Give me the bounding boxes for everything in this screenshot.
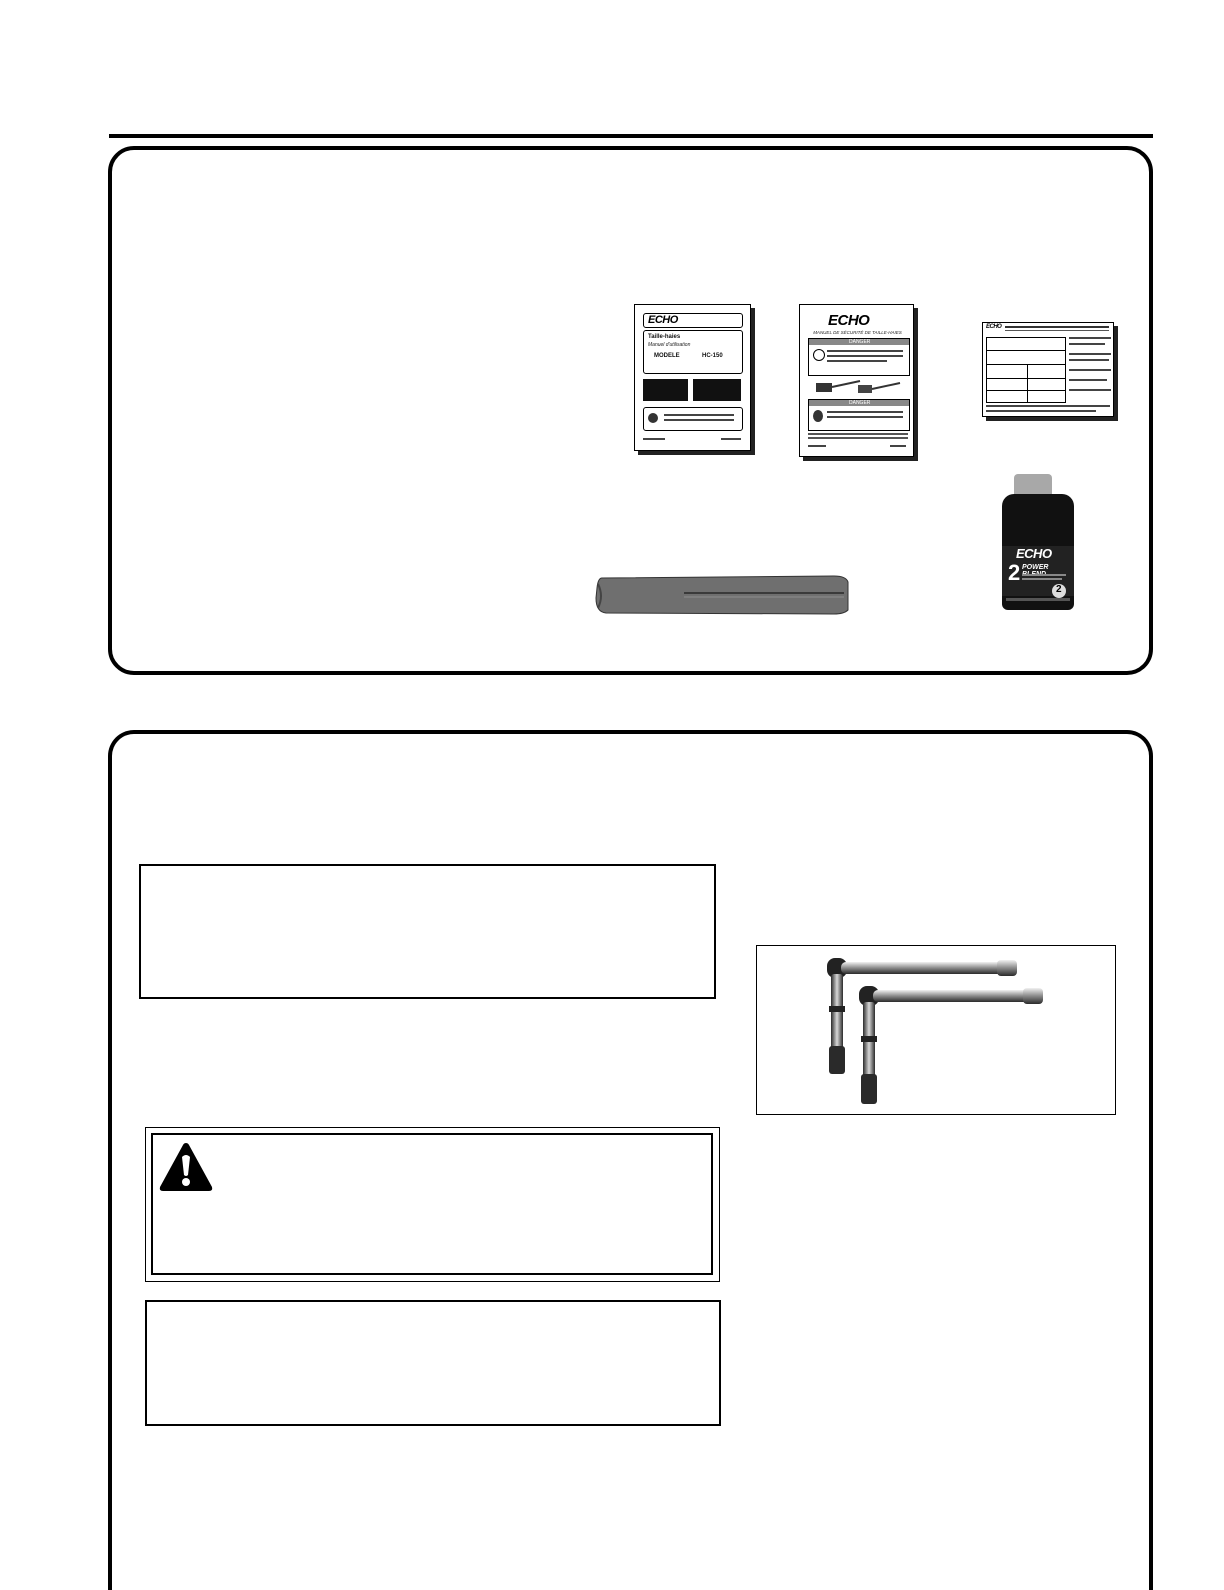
doc1-model-label: MODELE [654,353,680,359]
hedge-trimmer-illustration [812,375,904,397]
caution-box [145,1300,721,1426]
oil-brand: ECHO [1016,546,1052,561]
warranty-card-image [982,322,1114,417]
warning-box-inner [151,1133,713,1275]
operators-manual-image [634,304,751,451]
oil-mix: 2 [1056,584,1062,595]
oil-stroke: 2 [1008,560,1021,585]
tools-photo [756,945,1116,1115]
note-box [139,864,716,999]
doc1-title: Taille-haies [648,334,681,340]
header-rule [109,134,1153,138]
safety-manual-image [799,304,914,457]
doc3-brand: ECHO [986,324,1002,330]
doc1-brand: ECHO [648,314,678,326]
doc1-subtitle: Manuel d'utilisation [648,342,691,348]
oil-product: POWER [1022,564,1049,571]
wrench-tools-illustration [757,946,1115,1114]
oil-bottle-image [1002,474,1074,610]
doc2-danger-label-2: DANGER [849,400,871,406]
doc2-title: MANUEL DE SÉCURITÉ DE TAILLE-HAIES [813,330,902,335]
doc2-brand: ECHO [828,312,870,329]
doc1-model-value: HC-150 [702,353,723,359]
doc2-danger-label-1: DANGER [849,339,871,345]
scabbard-image [594,572,852,616]
warning-triangle-icon [158,1141,214,1193]
